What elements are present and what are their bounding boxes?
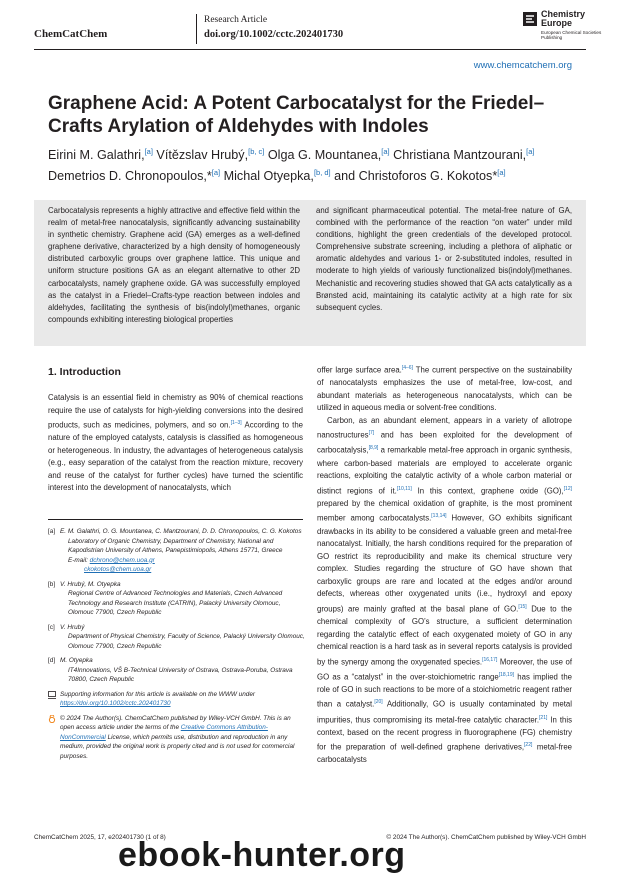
footnote-affiliation-d — [48, 656, 306, 685]
journal-name: ChemCatChem — [34, 28, 108, 40]
page-header — [0, 0, 620, 46]
article-title: Graphene Acid: A Potent Carbocatalyst for the Friedel–Crafts Arylation of Aldehydes with Indoles — [48, 93, 545, 137]
footnote-rule — [48, 519, 303, 520]
footnote-email-line — [60, 565, 306, 575]
page-footer-citation: ChemCatChem 2025, 17, e202401730 (1 of 8) — [34, 834, 166, 841]
abstract-box — [34, 200, 586, 346]
watermark-text: ebook-hunter.org — [118, 836, 406, 874]
paragraph: offer large surface area.[4–6] The current perspective on the sustainability of nanocatalysts emphasizes the use of metal-free, low-cost, and abundant materials as heterogeneous nanocatalysts, which can be utilized in aqueous media or solvent-free conditions. — [317, 365, 572, 413]
citation-reference[interactable]: [8,9] — [368, 445, 379, 452]
citation-reference[interactable]: [13,14] — [431, 513, 447, 520]
footnote-license — [48, 714, 306, 762]
license-link[interactable]: Creative Commons Attribution-NonCommercial — [60, 724, 268, 741]
author-affiliation-marker[interactable]: [a] — [144, 147, 153, 156]
body-column-right — [317, 362, 572, 767]
chemistry-europe-icon — [522, 11, 538, 27]
citation-reference[interactable]: [20] — [374, 699, 383, 706]
author-name: Michal Otyepka, — [220, 169, 314, 184]
author-affiliation-marker[interactable]: [a] — [497, 168, 506, 178]
section-heading-introduction: 1. Introduction — [48, 366, 121, 378]
abstract-column-right: and significant pharmaceutical potential. The metal-free nature of GA, combined with the performance of the reaction “on water” under mild conditions, highlight the green credentials of the developed protocol. Comprehensive substrate screening, including a plethora of aliphatic or aromatic aldehydes and various 1- or 2-substituted indoles, resulted in moderate to high yields of variously functionalized bis(indolyl)methanes. Mechanistic and recovering studies showed that GA acts catalytically as a Brønsted acid, maintaining its catalytic activity at a high rate for six subsequent cycles. — [316, 206, 572, 312]
citation-reference[interactable]: [18,19] — [498, 671, 514, 678]
paragraph: Catalysis is an essential field in chemistry as 90% of chemical reactions require the use of catalysts for high-yielding conversions into the desired products, such as medicines, polymers, and so on.[1–3] According to the nature of the employed catalysts, catalysis is classified as homogeneous or heterogeneous. In industry, the advantages of heterogeneous catalysis (e.g., easy separation of the catalyst from the reaction mixture, recovery and reuse of the catalyst for further cycles) have turned the scientific interest into the development of nanocatalysts, which — [48, 393, 303, 493]
footnote-tag: [b] — [48, 580, 56, 588]
footnote-supporting-info — [48, 690, 306, 709]
author-affiliation-marker[interactable]: [a] — [526, 147, 535, 156]
citation-reference[interactable]: [15] — [518, 603, 527, 610]
citation-reference[interactable]: [12] — [563, 485, 572, 492]
author-affiliation-marker[interactable]: [b, d] — [313, 168, 331, 178]
body-column-left — [48, 392, 303, 495]
author-name: Christiana Mantzourani, — [389, 148, 527, 163]
publisher-subtitle: European Chemical Societies Publishing — [541, 30, 602, 41]
footnote-affiliation-a — [48, 527, 306, 575]
footnote-affiliation: Department of Physical Chemistry, Faculty of Science, Palacký University Olomouc, Olomouc 77900, Czech Republic — [68, 633, 305, 650]
open-access-icon — [48, 715, 56, 723]
footnote-tag: [d] — [48, 657, 56, 664]
citation-reference[interactable]: [7] — [368, 430, 375, 437]
citation-reference[interactable]: [22] — [524, 742, 533, 749]
footnote-affiliation: Laboratory of Organic Chemistry, Department of Chemistry, National and Kapodistrian University of Athens, Panepistimiopolis, Athens 15771, Greece — [68, 537, 283, 554]
supporting-info-text: Supporting information for this article is available on the WWW under — [60, 690, 256, 698]
license-text: License, which permits use, distribution and reproduction in any medium, provided the original work is properly cited and is not used for commercial purposes. — [60, 733, 295, 760]
paragraph: Carbon, as an abundant element, appears in a variety of allotrope nanostructures[7] and has been exploited for the development of carbocatalysis,[8,9] a remarkable metal-free approach in organic synthesis, where carbon-based materials are employed to accelerate organic reactions, exploiting the catalytic activity of a whole carbon material or distinct regions of it.[10,11] In this context, graphene oxide (GO),[12] prepared by the chemical oxidation of graphite, is the most prominent member among carbocatalysts.[13,14] However, GO exhibits significant drawbacks in its ability to be considered a valuable green and metal-free nanocatalyst. Initially, the harsh conditions required for the preparation of GO restrict its reproducibility and make its chemical structure very complex. Studies regarding the structure of GO have shown that carboxylic groups are rare and located at the edges and/or around defects, whereas other oxygenated units (i.e., hydroxyl and epoxy groups) are mainly grafted at the basal plane of GO.[15] Due to the chemical complexity of GO’s structure, a sufficient determination regarding the catalytic effect of each oxygenated moiety of GO in any chemical reaction is a hard task as in several reports catalysis is provided by the synergy among the oxygenated species.[16,17] Moreover, the use of GO as a “catalyst” in the over-stoichiometric range[18,19] has implied the role of GO in such reactions to be more of a stoichiometric reagent rather than a catalyst.[20] Additionally, GO is usually contaminated by metal impurities, thus compromising its metal-free catalytic character.[21] In this context, based on the recent progress in fluorographene (FG) chemistry for the preparation of well-defined graphene derivatives,[22] metal-free carbocatalysts — [317, 415, 573, 765]
footnote-affiliation-c — [48, 623, 306, 652]
header-rule — [34, 49, 586, 50]
page-footer-copyright: © 2024 The Author(s). ChemCatChem published by Wiley-VCH GmbH — [386, 834, 586, 841]
author-affiliation-marker[interactable]: [a] — [381, 147, 390, 156]
citation-reference[interactable]: [10,11] — [396, 485, 412, 492]
footnote-affiliation: IT4Innovations, VŠ B-Technical University of Ostrava, Ostrava-Poruba, Ostrava 70800, Czech Republic — [68, 666, 293, 683]
citation-reference[interactable]: [16,17] — [482, 656, 498, 663]
journal-website-link[interactable]: www.chemcatchem.org — [473, 60, 572, 71]
supporting-info-icon — [48, 691, 56, 699]
doi-link[interactable]: doi.org/10.1002/cctc.202401730 — [204, 29, 344, 40]
author-affiliation-marker[interactable]: [a] — [211, 168, 221, 178]
supporting-info-link[interactable]: https://doi.org/10.1002/cctc.202401730 — [60, 700, 171, 707]
footnote-names: V. Hrubý — [60, 623, 85, 631]
publisher-logo — [522, 10, 612, 46]
citation-reference[interactable]: [1–3] — [230, 420, 242, 427]
footnote-tag: [a] — [48, 528, 56, 535]
footnote-affiliation-b — [48, 580, 306, 618]
author-name: and Christoforos G. Kokotos* — [330, 169, 498, 184]
footnote-tag: [c] — [48, 623, 55, 631]
footnote-affiliation: Regional Centre of Advanced Technologies and Materials, Czech Advanced Technology and Research Institute (CATRIN), Palacký University Olomouc, Olomouc 77900, Czech Republic — [68, 590, 283, 616]
author-name: Eirini M. Galathri, — [48, 148, 145, 163]
license-text: © 2024 The Author(s). ChemCatChem published by Wiley-VCH GmbH. This is an open access article under the terms of the — [60, 714, 291, 731]
email-link[interactable]: ckokotos@chem.uoa.gr — [84, 566, 152, 573]
header-divider — [196, 14, 197, 44]
footnote-names: E. M. Galathri, O. G. Mountanea, C. Mantzourani, D. D. Chronopoulos, C. G. Kokotos — [60, 528, 302, 535]
author-list — [48, 143, 588, 185]
footnote-names: V. Hrubý, M. Otyepka — [60, 580, 121, 588]
abstract-column-left: Carbocatalysis represents a highly attractive and effective field within the realm of metal-free nanocatalysis, significantly advancing sustainability in synthetic chemistry. Graphene acid (GA) emerges as a well-defined graphene derivative, characterized by a high density of homogeneously distributed carboxylic groups over graphene lattice. This unique and uniform structure positions GA as an elegant alternative to other 2D carbocatalysts, namely graphene oxide. GA was successfully employed as the catalyst in a Friedel–Crafts-type reaction between indoles and aldehydes, facilitating the synthesis of bis(indolyl)methanes, organic compounds exhibiting interesting biological properties — [48, 206, 300, 324]
footnote-email-line — [60, 556, 306, 566]
citation-reference[interactable]: [4–6] — [401, 365, 413, 371]
publisher-name: Chemistry Europe — [541, 9, 586, 28]
article-type: Research Article — [204, 15, 268, 25]
email-label: E-mail: — [68, 556, 90, 564]
footnote-names: M. Otyepka — [60, 657, 93, 664]
author-name: Olga G. Mountanea, — [264, 148, 382, 163]
author-affiliation-marker[interactable]: [b, c] — [248, 147, 265, 156]
affiliation-footnotes — [48, 527, 306, 766]
citation-reference[interactable]: [21] — [539, 714, 548, 721]
author-name: Vítězslav Hrubý, — [152, 148, 249, 163]
author-name: Demetrios D. Chronopoulos,* — [48, 169, 212, 184]
email-link[interactable]: dchrono@chem.uoa.gr — [89, 556, 155, 564]
